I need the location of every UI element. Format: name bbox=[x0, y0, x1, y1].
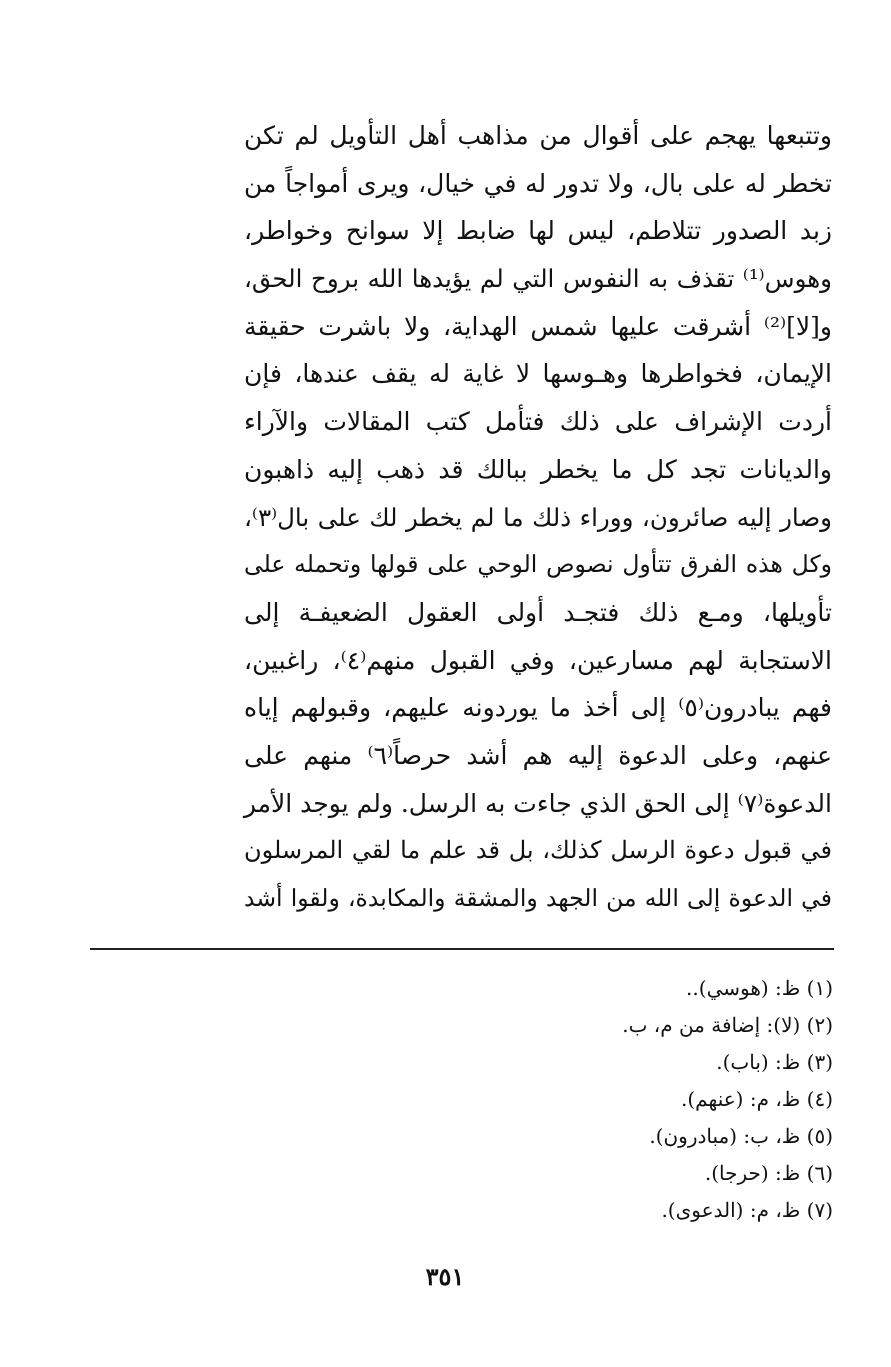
footnote: (٢) (لا): إضافة من م، ب. bbox=[622, 1013, 833, 1037]
text-line: عنهم، وعلى الدعوة إليه هم أشد حرصاً⁽٦⁾ منهم على bbox=[244, 740, 832, 770]
text-line: وكل هذه الفرق تتأول نصوص الوحي على قولها وتحمله على bbox=[244, 550, 832, 579]
text-line: وتتبعها يهجم على أقوال من مذاهب أهل التأويل لم تكن bbox=[244, 121, 832, 150]
text-line: فهم يبادرون⁽٥⁾ إلى أخذ ما يوردونه عليهم، وقبولهم إياه bbox=[244, 693, 832, 723]
text-line: والديانات تجد كل ما يخطر ببالك قد ذهب إليه ذاهبون bbox=[244, 454, 832, 484]
text-line: وهوس⁽¹⁾ تقذف به النفوس التي لم يؤيدها الله بروح الحق، bbox=[244, 264, 832, 294]
text-line: و[لا]⁽²⁾ أشرقت عليها شمس الهداية، ولا باشرت حقيقة bbox=[244, 311, 832, 341]
footnote: (٤) ظ، م: (عنهم). bbox=[681, 1087, 833, 1111]
text-line: أردت الإشراف على ذلك فتأمل كتب المقالات والآراء bbox=[244, 407, 832, 437]
footnote: (٦) ظ: (حرجا). bbox=[704, 1161, 833, 1185]
text-line: تأويلها، ومـع ذلك فتجـد أولى العقول الضعيفـة إلى bbox=[244, 597, 832, 627]
text-line: في الدعوة إلى الله من الجهد والمشقة والمكابدة، ولقوا أشد bbox=[244, 884, 832, 912]
footnote-divider bbox=[90, 948, 834, 950]
footnotes bbox=[313, 970, 833, 1229]
footnote: (٧) ظ، م: (الدعوى). bbox=[661, 1198, 833, 1222]
text-line: وصار إليه صائرون، ووراء ذلك ما لم يخطر لك على بال⁽٣⁾، bbox=[244, 502, 832, 532]
text-line: الدعوة⁽٧⁾ إلى الحق الذي جاءت به الرسل. ولم يوجد الأمر bbox=[243, 788, 832, 818]
text-line: الإيمان، فخواطرها وهـوسها لا غاية له يقف عندها، فإن bbox=[244, 359, 832, 389]
text-line: تخطر له على بال، ولا تدور له في خيال، ويرى أمواجاً من bbox=[244, 168, 832, 198]
footnote: (٥) ظ، ب: (مبادرون). bbox=[649, 1124, 833, 1148]
text-line: زبد الصدور تتلاطم، ليس لها ضابط إلا سوانح وخواطر، bbox=[244, 216, 832, 246]
page-number: ٣٥١ bbox=[425, 1262, 465, 1291]
text-line: في قبول دعوة الرسل كذلك، بل قد علم ما لقي المرسلون bbox=[244, 836, 832, 865]
footnote: (٣) ظ: (باب). bbox=[716, 1050, 833, 1074]
footnote: (١) ظ: (هوسي).. bbox=[686, 976, 833, 1000]
main-text-block bbox=[244, 112, 832, 923]
text-line: الاستجابة لهم مسارعين، وفي القبول منهم⁽٤⁾، راغبين، bbox=[244, 645, 833, 675]
